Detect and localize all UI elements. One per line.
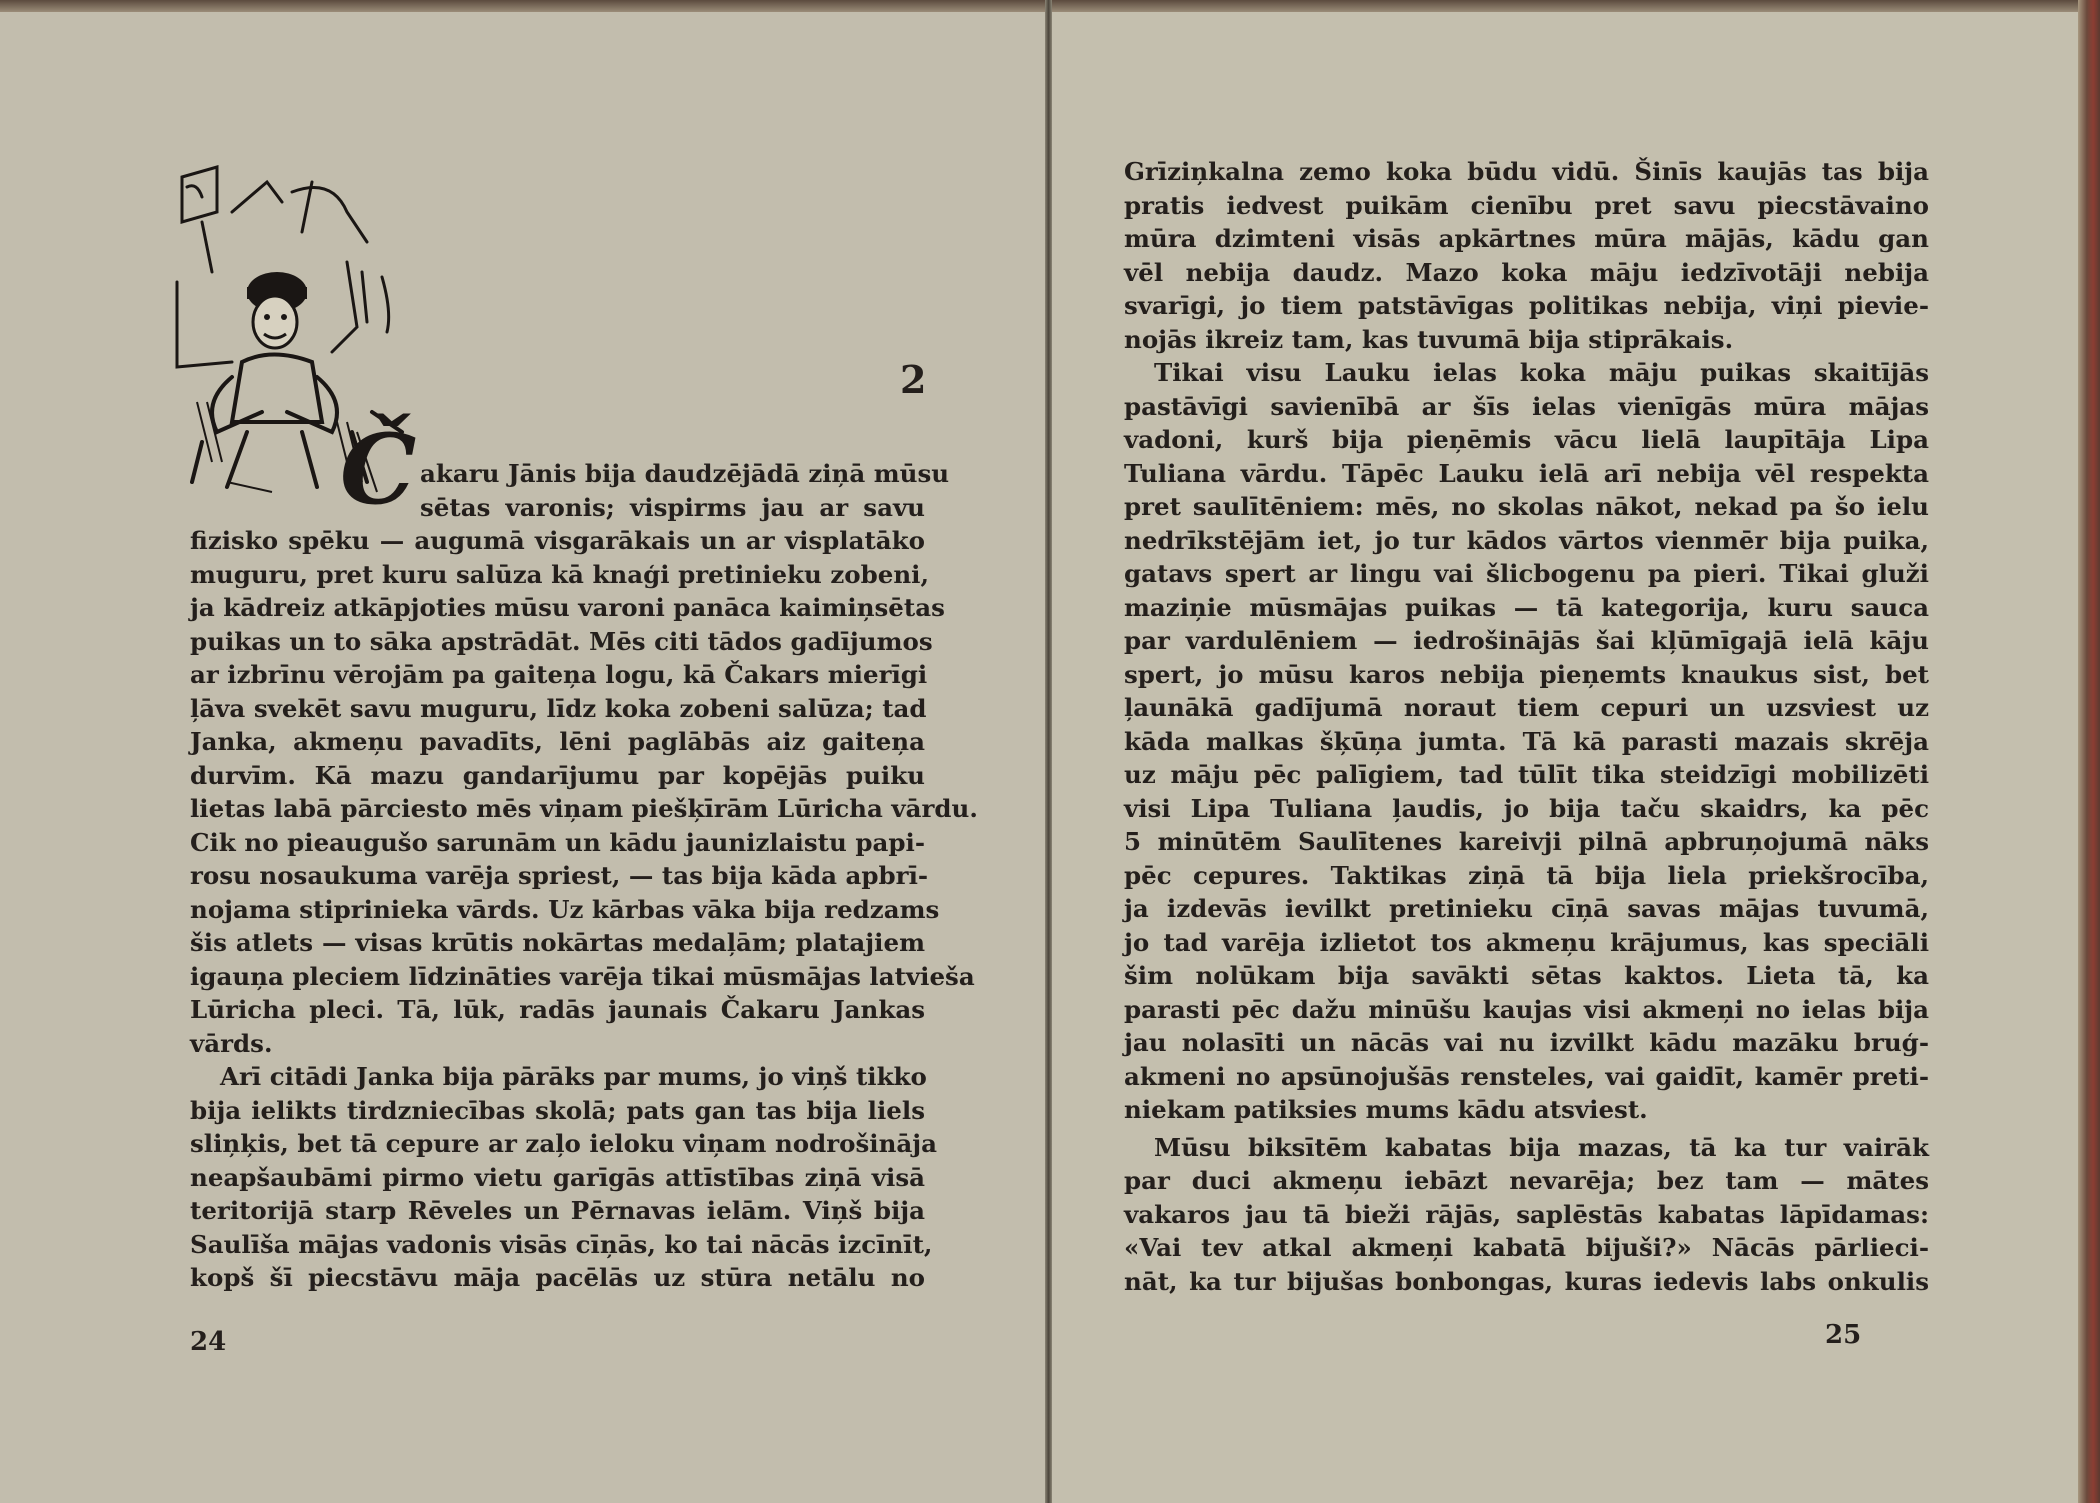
text-line: šis atlets — visas krūtis nokārtas medaļām; platajiem xyxy=(190,928,925,957)
text-line: akmeni no apsūnojušās rensteles, vai gaidīt, kamēr preti- xyxy=(1124,1061,1929,1091)
text-line: rosu nosaukuma varēja spriest, — tas bija kāda apbrī- xyxy=(190,861,929,890)
text-line: par vardulēniem — iedrošinājās šai kļūmīgajā ielā kāju xyxy=(1124,626,1929,655)
text-line: Arī citādi Janka bija pārāks par mums, jo viņš tikko xyxy=(220,1062,927,1091)
dropcap-letter: Č xyxy=(340,413,417,526)
text-line: neapšaubāmi pirmo vietu garīgās attīstības ziņā visā xyxy=(190,1162,925,1192)
text-line: jau nolasīti un nācās vai nu izvilkt kādu mazāku bruģ- xyxy=(1124,1028,1929,1057)
text-line: teritorijā starp Rēveles un Pērnavas ielām. Viņš bija xyxy=(190,1196,925,1225)
text-line: ļaunākā gadījumā noraut tiem cepuri un uzsviest uz xyxy=(1124,693,1929,722)
text-line: vakaros jau tā bieži rājās, saplēstās kabatas lāpīdamas: xyxy=(1124,1199,1929,1229)
text-line: fizisko spēku — augumā visgarākais un ar visplatāko xyxy=(190,526,925,555)
text-line: Cik no pieaugušo sarunām un kādu jaunizlaistu papi- xyxy=(190,827,925,857)
text-line: vārds. xyxy=(190,1028,273,1058)
text-line: bija ielikts tirdzniecības skolā; pats gan tas bija liels xyxy=(190,1095,925,1125)
text-line: Mūsu biksītēm kabatas bija mazas, tā ka tur vairāk xyxy=(1154,1132,1929,1162)
text-line: Grīziņkalna zemo koka būdu vidū. Šinīs kaujās tas bija xyxy=(1124,157,1929,186)
text-line: vadoni, kurš bija pieņēmis vācu lielā laupītāja Lipa xyxy=(1124,425,1929,454)
text-line: pastāvīgi savienībā ar šīs ielas vienīgās mūra mājas xyxy=(1124,391,1929,421)
text-line: visi Lipa Tuliana ļaudis, jo bija taču skaidrs, ka pēc xyxy=(1124,793,1929,823)
text-line: gatavs spert ar lingu vai šlicbogenu pa pieri. Tikai gluži xyxy=(1124,559,1929,588)
book-cover-edge xyxy=(2078,0,2100,1503)
text-line: pratis iedvest puikām cienību pret savu piecstāvaino xyxy=(1124,190,1929,220)
text-line: sētas varonis; vispirms jau ar savu xyxy=(420,492,925,522)
text-line: par duci akmeņu iebāzt nevarēja; bez tam — mātes xyxy=(1124,1166,1929,1195)
text-line: igauņa pleciem līdzināties varēja tikai mūsmājas latvieša xyxy=(190,961,975,991)
text-line: nojama stiprinieka vārds. Uz kārbas vāka bija redzams xyxy=(190,894,940,924)
text-line: lietas labā pārciesto mēs viņam piešķīrām Lūricha vārdu. xyxy=(190,794,978,823)
text-line: ja izdevās ievilkt pretinieku cīņā savas mājas tuvumā, xyxy=(1124,894,1929,923)
text-line: niekam patiksies mums kādu atsviest. xyxy=(1124,1095,1648,1124)
text-line: kāda malkas šķūņa jumta. Tā kā parasti mazais skrēja xyxy=(1124,726,1929,756)
text-line: Tuliana vārdu. Tāpēc Lauku ielā arī nebija vēl respekta xyxy=(1124,458,1929,488)
text-line: Tikai visu Lauku ielas koka māju puikas skaitījās xyxy=(1154,358,1929,387)
text-line: uz māju pēc palīgiem, tad tūlīt tika steidzīgi mobilizēti xyxy=(1124,760,1929,789)
text-line: muguru, pret kuru salūza kā knaģi pretinieku zobeni, xyxy=(190,559,929,589)
text-line: puikas un to sāka apstrādāt. Mēs citi tādos gadījumos xyxy=(190,626,933,656)
text-line: ar izbrīnu vērojām pa gaiteņa logu, kā Čakars mierīgi xyxy=(190,660,928,689)
chapter-number: 2 xyxy=(900,357,927,402)
page-number-right: 25 xyxy=(1825,1320,1862,1350)
page-number-left: 24 xyxy=(190,1327,227,1357)
left-page-opening-lines xyxy=(420,457,950,524)
text-line: «Vai tev atkal akmeņi kabatā bijuši?» Nācās pārlieci- xyxy=(1124,1233,1929,1262)
text-line: nāt, ka tur bijušas bonbongas, kuras iedevis labs onkulis xyxy=(1124,1266,1929,1296)
text-line: šim nolūkam bija savākti sētas kaktos. Lieta tā, ka xyxy=(1124,961,1929,990)
text-line: sliņķis, bet tā cepure ar zaļo ieloku viņam nodrošināja xyxy=(190,1129,937,1158)
text-line: mūra dzimteni visās apkārtnes mūra mājās, kādu gan xyxy=(1124,224,1929,253)
text-line: pret saulītēniem: mēs, no skolas nākot, nekad pa šo ielu xyxy=(1124,492,1929,521)
margin-note-text: 3 ??. 377 xyxy=(1038,650,1042,651)
text-line: durvīm. Kā mazu gandarījumu par kopējās puiku xyxy=(190,760,925,790)
text-line: 5 minūtēm Saulītenes kareivji pilnā apbruņojumā nāks xyxy=(1124,827,1929,856)
text-line: nedrīkstējām iet, jo tur kādos vārtos vienmēr bija puika, xyxy=(1124,525,1929,555)
text-line: svarīgi, jo tiem patstāvīgas politikas nebija, viņi pievie- xyxy=(1124,291,1929,320)
left-page-body xyxy=(190,524,978,1295)
text-line: ja kādreiz atkāpjoties mūsu varoni panāca kaimiņsētas xyxy=(190,593,945,622)
text-line: Janka, akmeņu pavadīts, lēni paglābās aiz gaiteņa xyxy=(190,727,925,756)
text-line: pēc cepures. Taktikas ziņā tā bija liela priekšrocība, xyxy=(1124,860,1929,890)
right-page-body xyxy=(1124,155,1929,1298)
text-line: spert, jo mūsu karos nebija pieņemts knaukus sist, bet xyxy=(1124,659,1929,689)
text-line: maziņie mūsmājas puikas — tā kategorija, kuru sauca xyxy=(1124,592,1929,622)
text-line: akaru Jānis bija daudzējādā ziņā mūsu xyxy=(420,459,950,488)
text-line: jo tad varēja izlietot tos akmeņu krājumus, kas speciāli xyxy=(1124,927,1929,957)
text-line: Lūricha pleci. Tā, lūk, radās jaunais Čakaru Jankas xyxy=(190,995,925,1024)
text-line: kopš šī piecstāvu māja pacēlās uz stūra netālu no xyxy=(190,1263,925,1292)
text-line: nojās ikreiz tam, kas tuvumā bija stiprākais. xyxy=(1124,324,1734,354)
text-line: vēl nebija daudz. Mazo koka māju iedzīvotāji nebija xyxy=(1124,257,1929,287)
text-line: Saulīša mājas vadonis visās cīņās, ko tai nācās izcīnīt, xyxy=(190,1229,933,1259)
left-page xyxy=(0,12,1045,1503)
right-page xyxy=(1052,12,2078,1503)
text-line: ļāva svekēt savu muguru, līdz koka zobeni salūza; tad xyxy=(190,693,927,723)
text-line: parasti pēc dažu minūšu kaujas visi akmeņi no ielas bija xyxy=(1124,994,1929,1024)
